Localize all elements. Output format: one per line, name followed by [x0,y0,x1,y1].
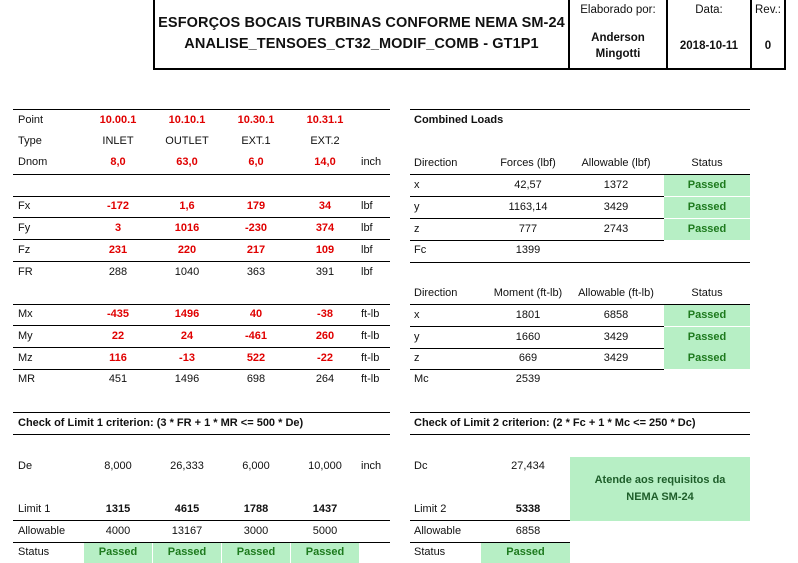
moment-unit: ft-lb [361,352,380,364]
date-box [666,0,752,70]
combined-moment-allowable: 3429 [603,331,629,343]
force-header: Forces (lbf) [500,157,556,169]
force-value: 1,6 [179,200,195,212]
de-value: 26,333 [170,460,204,472]
moment-unit: ft-lb [361,308,380,320]
moment-value: 264 [315,373,335,385]
type-label: Type [18,135,42,147]
force-status: Passed [687,223,727,235]
moment-value: 40 [249,308,263,320]
point-id: 10.30.1 [237,114,275,126]
force-label: Fy [18,222,31,234]
force-value: 288 [108,266,128,278]
force-label: Fx [18,200,31,212]
limit1-value: 1315 [105,503,131,515]
limit2-status: Passed [506,546,545,558]
force-value: 179 [246,200,266,212]
dnom-label: Dnom [18,156,48,168]
force-value: 220 [177,244,197,256]
combined-loads-title: Combined Loads [414,114,504,126]
limit1-value: 1788 [243,503,269,515]
moment-header: Moment (ft-lb) [493,287,563,299]
moment-status: Passed [687,309,727,321]
combined-force-allowable: 3429 [603,201,629,213]
force-unit: lbf [361,244,373,256]
dnom-value: 8,0 [110,156,126,168]
force-header: Allowable (lbf) [581,157,651,169]
combined-force-value: 42,57 [514,179,542,191]
report-title-line2: ANALISE_TENSOES_CT32_MODIF_COMB - GT1P1 [184,36,539,52]
point-id: 10.31.1 [306,114,344,126]
moment-value: -461 [244,330,268,342]
author-last-name: Mingotti [595,48,641,60]
force-value: 1040 [174,266,200,278]
limit2-allowable-value: 6858 [515,525,541,537]
combined-force-allowable: 1372 [603,179,629,191]
force-value: 363 [246,266,266,278]
moment-header-direction: Direction [414,287,458,299]
moment-status: Passed [687,331,727,343]
dnom-unit: inch [361,156,382,168]
moment-unit: ft-lb [361,330,380,342]
author-box [568,0,668,70]
combined-force-allowable: 2743 [603,223,629,235]
force-header-direction: Direction [414,157,458,169]
combined-moment-allowable: 6858 [603,309,629,321]
combined-moment-value: 1801 [515,309,541,321]
limit2-title: Check of Limit 2 criterion: (2 * Fc + 1 * Mc <= 250 * Dc) [414,417,696,429]
date-label: Data: [695,4,723,16]
force-value: 217 [246,244,266,256]
force-status: Passed [687,201,727,213]
nozzle-type: INLET [102,135,134,147]
point-id: 10.00.1 [99,114,137,126]
combined-force-value: 777 [518,223,538,235]
force-unit: lbf [361,222,373,234]
point-label: Point [18,114,44,126]
force-value: 374 [315,222,335,234]
limit1-value: 4615 [174,503,200,515]
limit1-title: Check of Limit 1 criterion: (3 * FR + 1 * MR <= 500 * De) [18,417,304,429]
fc-value: 1399 [515,244,541,256]
revision-value: 0 [764,40,772,52]
limit1-title-underline [13,434,390,435]
nozzle-type: EXT.1 [241,135,271,147]
row-divider [410,262,750,263]
dnom-value: 63,0 [176,156,198,168]
moment-value: 698 [246,373,266,385]
dnom-value: 14,0 [314,156,336,168]
moment-value: 24 [180,330,194,342]
force-label: FR [18,266,33,278]
limit1-status-label: Status [18,546,50,558]
limit2-allowable-label: Allowable [414,525,462,537]
author-label: Elaborado por: [580,4,656,16]
limit2-status-label: Status [414,546,446,558]
point-id: 10.10.1 [168,114,206,126]
moment-header: Allowable (ft-lb) [578,287,654,299]
moment-direction: z [414,352,420,364]
revision-box [750,0,786,70]
limit1-allowable-label: Allowable [18,525,66,537]
author-first-name: Anderson [591,32,645,44]
fc-label: Fc [414,244,427,256]
limit2-value: 5338 [515,503,541,515]
limit1-value: 1437 [312,503,338,515]
report-title-box [153,0,570,70]
combined-moment-allowable: 3429 [603,352,629,364]
limit1-allowable-value: 5000 [312,525,338,537]
force-label: Fz [18,244,31,256]
force-direction: y [414,201,420,213]
force-value: -172 [106,200,130,212]
moment-value: 451 [108,373,128,385]
moment-value: -435 [106,308,130,320]
combined-force-value: 1163,14 [508,201,548,213]
moment-value: 116 [109,352,127,364]
force-value: -230 [244,222,268,234]
moment-direction: x [414,309,420,321]
dc-label: Dc [414,460,428,472]
limit2-label: Limit 2 [414,503,447,515]
force-status: Passed [687,179,727,191]
limit1-status: Passed [305,546,345,558]
mc-value: 2539 [515,373,541,385]
limit1-allowable-value: 3000 [243,525,269,537]
limit1-status: Passed [167,546,207,558]
limit1-label: Limit 1 [18,503,51,515]
limit2-title-underline [410,434,750,435]
force-value: 109 [315,244,335,256]
date-value: 2018-10-11 [679,40,739,52]
force-unit: lbf [361,200,373,212]
moment-label: Mz [18,352,33,364]
limit1-allowable-value: 13167 [171,525,203,537]
moment-status: Passed [687,352,727,364]
force-header: Status [691,157,723,169]
force-unit: lbf [361,266,373,278]
combined-moment-value: 669 [518,352,538,364]
force-value: 391 [315,266,335,278]
moment-value: -22 [317,352,333,364]
report-title-line1: ESFORÇOS BOCAIS TURBINAS CONFORME NEMA SM-24 [158,15,565,31]
revision-label: Rev.: [755,4,781,16]
row-divider [13,174,390,175]
moment-header: Status [691,287,723,299]
force-direction: z [414,223,420,235]
force-value: 231 [108,244,128,256]
moment-value: 22 [111,330,125,342]
moment-label: My [18,330,33,342]
mc-label: Mc [414,373,429,385]
conclusion-text: Atende aos requisitos da NEMA SM-24 [594,474,726,503]
force-value: 34 [318,200,332,212]
moment-value: 260 [315,330,335,342]
limit1-status: Passed [98,546,138,558]
nozzle-type: EXT.2 [310,135,340,147]
force-value: 3 [114,222,122,234]
moment-direction: y [414,331,420,343]
moment-label: MR [18,373,36,385]
force-direction: x [414,179,420,191]
limit1-allowable-value: 4000 [105,525,131,537]
moment-value: 1496 [174,308,200,320]
moment-unit: ft-lb [361,373,380,385]
de-value: 8,000 [104,460,132,472]
de-unit: inch [361,460,382,472]
moment-value: -38 [317,308,333,320]
nozzle-type: OUTLET [165,135,209,147]
de-value: 10,000 [308,460,342,472]
combined-moment-value: 1660 [515,331,541,343]
de-label: De [18,460,33,472]
moment-value: 522 [246,352,266,364]
dc-value: 27,434 [511,460,545,472]
moment-label: Mx [18,308,33,320]
moment-value: 1496 [174,373,200,385]
dnom-value: 6,0 [248,156,264,168]
force-value: 1016 [174,222,200,234]
limit1-status: Passed [236,546,276,558]
de-value: 6,000 [242,460,270,472]
moment-value: -13 [179,352,195,364]
